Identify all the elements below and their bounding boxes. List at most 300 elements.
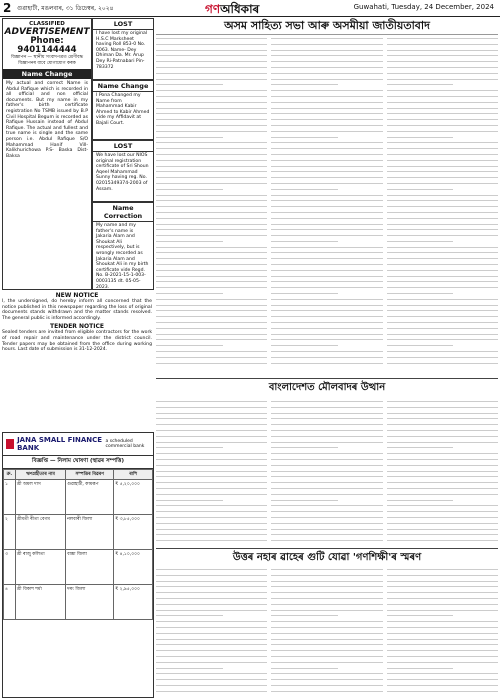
text-line: [271, 183, 382, 184]
bank-col-header: ঋণগ্ৰহীতাৰ নাম: [15, 470, 65, 480]
text-line: [156, 61, 267, 62]
text-line: [271, 569, 382, 570]
text-line: [271, 305, 382, 306]
text-line: [271, 50, 382, 51]
text-line: [387, 55, 498, 56]
text-line: [387, 418, 498, 419]
text-line: [156, 679, 267, 680]
text-line: [271, 229, 382, 230]
text-line: [387, 287, 498, 288]
text-line: [387, 482, 498, 483]
text-line: [156, 247, 267, 248]
text-line: [271, 235, 382, 236]
text-line: [156, 328, 267, 329]
text-line: [387, 142, 498, 143]
text-line: [387, 345, 454, 346]
text-line: [156, 212, 267, 213]
text-line: [387, 357, 498, 358]
text-line: [156, 494, 267, 495]
bank-subtitle: a scheduled commercial bank: [105, 439, 145, 449]
masthead-date-right: Guwahati, Tuesday, 24 December, 2024: [353, 3, 494, 11]
text-line: [156, 673, 267, 674]
text-line: [387, 436, 498, 437]
text-line: [387, 108, 498, 109]
text-line: [271, 598, 382, 599]
text-line: [271, 264, 382, 265]
table-cell: দৰং জিলা: [66, 585, 114, 620]
text-line: [271, 90, 382, 91]
text-line: [387, 424, 498, 425]
text-line: [156, 142, 267, 143]
legal-notices: [2, 290, 152, 430]
text-line: [387, 610, 498, 611]
text-line: [387, 113, 498, 114]
text-line: [387, 500, 454, 501]
text-line: [271, 38, 382, 39]
text-line: [387, 281, 498, 282]
article-column: [271, 38, 382, 374]
text-line: [156, 84, 223, 85]
text-line: [156, 592, 267, 593]
text-line: [156, 511, 267, 512]
article-bangladesh: [156, 378, 498, 549]
text-line: [271, 322, 382, 323]
text-line: [387, 592, 498, 593]
text-line: [156, 685, 267, 686]
text-line: [387, 569, 498, 570]
classified-panel: [2, 18, 92, 290]
text-line: [156, 305, 267, 306]
text-line: [387, 471, 498, 472]
article-body: [156, 401, 498, 549]
text-line: [387, 125, 498, 126]
text-line: [271, 328, 382, 329]
text-line: [156, 581, 267, 582]
text-line: [156, 90, 267, 91]
text-line: [271, 465, 382, 466]
text-line: [387, 235, 498, 236]
table-cell: ১: [4, 480, 16, 515]
text-line: [156, 401, 267, 402]
text-line: [156, 517, 267, 518]
text-line: [387, 44, 498, 45]
text-line: [156, 108, 267, 109]
legal-body-2: Sealed tenders are invited from eligible contractors for the work of road repair and maintenance under the district council. Tender papers may be obtained from the office during working hours. Last date of submission is 31-12-2024.: [2, 330, 152, 353]
text-line: [387, 673, 498, 674]
text-line: [271, 200, 382, 201]
text-line: [387, 61, 498, 62]
text-line: [271, 102, 382, 103]
text-line: [271, 137, 338, 138]
text-line: [387, 96, 498, 97]
text-line: [271, 160, 382, 161]
text-line: [271, 644, 382, 645]
text-line: [271, 281, 382, 282]
name-change-title: Name Change: [3, 69, 91, 79]
lost-text: I have lost my original H.S.C Marksheet having Roll 853-0 No. 0063. Name- Dey Dhiman Da. Mr. Arup Dey Ri-Patnabari Pin- 783372: [96, 31, 148, 70]
text-line: [387, 691, 498, 692]
text-line: [271, 310, 382, 311]
text-line: [387, 586, 498, 587]
text-line: [271, 247, 382, 248]
text-line: [156, 293, 223, 294]
text-line: [387, 171, 498, 172]
text-line: [156, 650, 267, 651]
text-line: [156, 131, 267, 132]
text-line: [156, 459, 267, 460]
text-line: [387, 241, 454, 242]
text-line: [271, 476, 382, 477]
text-line: [271, 488, 382, 489]
text-line: [156, 644, 267, 645]
text-line: [387, 604, 498, 605]
text-line: [156, 569, 267, 570]
text-line: [387, 685, 498, 686]
text-line: [271, 633, 382, 634]
text-line: [271, 61, 382, 62]
text-line: [387, 650, 498, 651]
text-line: [156, 500, 223, 501]
text-line: [156, 50, 267, 51]
text-line: [387, 206, 498, 207]
table-row: [4, 550, 153, 585]
text-line: [387, 517, 498, 518]
text-line: [387, 218, 498, 219]
name-corr-title: Name Correction: [93, 203, 153, 222]
text-line: [387, 465, 498, 466]
text-line: [271, 73, 382, 74]
legal-head-2: TENDER NOTICE: [50, 323, 104, 331]
text-line: [271, 177, 382, 178]
text-line: [271, 142, 382, 143]
text-line: [387, 247, 498, 248]
text-line: [387, 453, 498, 454]
text-line: [387, 656, 498, 657]
text-line: [387, 430, 498, 431]
text-line: [271, 621, 382, 622]
table-cell: নলবাৰী জিলা: [66, 515, 114, 550]
text-line: [387, 316, 498, 317]
text-line: [387, 575, 498, 576]
text-line: [156, 662, 267, 663]
article-column: [156, 401, 267, 549]
article-column: [156, 569, 267, 699]
text-line: [271, 662, 382, 663]
text-line: [387, 73, 498, 74]
text-line: [156, 171, 267, 172]
text-line: [271, 650, 382, 651]
text-line: [387, 154, 498, 155]
bank-logo-icon: [6, 439, 14, 449]
text-line: [156, 299, 267, 300]
text-line: [156, 281, 267, 282]
text-line: [387, 540, 498, 541]
text-line: [271, 673, 382, 674]
table-cell: ₹ ৪,১০,০০০: [114, 550, 153, 585]
text-line: [271, 482, 382, 483]
table-cell: ₹ ৩,৮৫,০০০: [114, 515, 153, 550]
article-headline: অসম সাহিত্য সভা আৰু অসমীয়া জাতীয়তাবাদ: [156, 18, 498, 35]
text-line: [271, 517, 382, 518]
text-line: [271, 293, 338, 294]
text-line: [387, 363, 498, 364]
text-line: [387, 447, 454, 448]
text-line: [271, 586, 382, 587]
text-line: [387, 488, 498, 489]
text-line: [156, 160, 267, 161]
text-line: [387, 293, 454, 294]
text-line: [271, 131, 382, 132]
text-line: [271, 418, 382, 419]
text-line: [271, 125, 382, 126]
bank-table-header: [4, 470, 153, 480]
text-line: [387, 627, 498, 628]
text-line: [156, 627, 267, 628]
text-line: [271, 299, 382, 300]
text-line: [271, 401, 382, 402]
text-line: [387, 322, 498, 323]
text-line: [387, 131, 498, 132]
text-line: [156, 67, 267, 68]
table-cell: ₹ ৫,২০,০০০: [114, 480, 153, 515]
text-line: [156, 166, 267, 167]
legal-head-1: NEW NOTICE: [55, 292, 99, 299]
text-line: [387, 299, 498, 300]
text-line: [156, 252, 267, 253]
text-line: [271, 581, 382, 582]
text-line: [156, 276, 267, 277]
text-line: [271, 540, 382, 541]
text-line: [387, 413, 498, 414]
text-line: [156, 148, 267, 149]
lost2-text: We have lost our NIOS original registration certificate of Sri Shoun Aqeel Mahammad Sunny having reg. No. 02015349374-2003 of Assam.: [96, 153, 149, 192]
text-line: [156, 258, 267, 259]
text-line: [271, 453, 382, 454]
text-line: [156, 229, 267, 230]
bank-table: [3, 469, 153, 620]
text-line: [271, 195, 382, 196]
text-line: [156, 575, 267, 576]
table-row: [4, 585, 153, 620]
text-line: [156, 540, 267, 541]
text-line: [271, 171, 382, 172]
text-line: [156, 119, 267, 120]
text-line: [156, 351, 267, 352]
text-line: [156, 604, 267, 605]
text-line: [387, 494, 498, 495]
text-line: [156, 523, 267, 524]
text-line: [156, 200, 267, 201]
text-line: [387, 258, 498, 259]
table-cell: ₹ ২,৯৫,০০০: [114, 585, 153, 620]
text-line: [387, 79, 498, 80]
text-line: [271, 351, 382, 352]
bank-col-header: ক্ৰ.: [4, 470, 16, 480]
text-line: [387, 38, 498, 39]
text-line: [156, 621, 267, 622]
text-line: [156, 529, 267, 530]
table-cell: শ্ৰীমতী ৰীতা বেগম: [15, 515, 65, 550]
text-line: [156, 125, 267, 126]
text-line: [156, 534, 267, 535]
legal-body-1: I, the undersigned, do hereby inform all concerned that the notice published in this newspaper regarding the loss of original documents stands withdrawn and the matter stands resolved. The general public is informed accordingly.: [2, 299, 152, 321]
text-line: [387, 633, 498, 634]
text-line: [387, 662, 498, 663]
text-line: [271, 656, 382, 657]
text-line: [271, 270, 382, 271]
article-headline: বাংলাদেশত মৌলবাদৰ উত্থান: [268, 382, 386, 393]
bank-notice-title: বিজ্ঞপ্তি — নিলাম ঘোষণা (স্থাৱৰ সম্পত্তি): [3, 456, 153, 469]
article-column: [387, 401, 498, 549]
text-line: [156, 287, 267, 288]
text-line: [271, 691, 382, 692]
text-line: [156, 447, 223, 448]
text-line: [271, 627, 382, 628]
text-line: [156, 154, 267, 155]
text-line: [156, 633, 267, 634]
text-line: [271, 189, 338, 190]
bank-header: [3, 433, 153, 456]
text-line: [387, 229, 498, 230]
text-line: [271, 430, 382, 431]
text-line: [271, 154, 382, 155]
text-line: [156, 363, 267, 364]
text-line: [156, 102, 267, 103]
text-line: [387, 189, 454, 190]
article-body: [156, 38, 498, 374]
text-line: [156, 418, 267, 419]
article-column: [387, 38, 498, 374]
table-cell: ২: [4, 515, 16, 550]
text-line: [271, 363, 382, 364]
name-change-text: My actual and correct Name is Abdul Rafique which is recorded in all official and non official documents. But my name in my father's birth certificate registration No TSMB issued by B.P Civil Hospital Begum is recorded as Rafique Hussain instead of Abdul Rafique. The actual and fullest and true name is single and the same person i.e. Abdul Rafique S/O Mahammad Hanif Vill- Kalikhurichowa P.S- Baska Dist- Baksa: [6, 81, 88, 159]
text-line: [271, 166, 382, 167]
article-sahitya-sabha: [156, 18, 498, 374]
text-line: [271, 212, 382, 213]
name-change-notice-2: [92, 80, 154, 140]
text-line: [156, 424, 267, 425]
text-line: [387, 644, 498, 645]
text-line: [387, 351, 498, 352]
table-cell: গুৱাহাটী, কামৰূপ: [66, 480, 114, 515]
text-line: [271, 258, 382, 259]
text-line: [387, 523, 498, 524]
text-line: [271, 287, 382, 288]
text-line: [271, 534, 382, 535]
text-line: [271, 668, 338, 669]
text-line: [387, 264, 498, 265]
text-line: [271, 500, 338, 501]
text-line: [156, 334, 267, 335]
text-line: [156, 224, 267, 225]
text-line: [387, 639, 498, 640]
text-line: [271, 55, 382, 56]
text-line: [387, 84, 454, 85]
lost-title: LOST: [93, 19, 153, 30]
text-line: [271, 113, 382, 114]
lost-notice-2: [92, 140, 154, 202]
text-line: [387, 339, 498, 340]
text-line: [156, 183, 267, 184]
text-line: [156, 345, 223, 346]
text-line: [271, 615, 338, 616]
text-line: [387, 252, 498, 253]
text-line: [387, 511, 498, 512]
text-line: [387, 195, 498, 196]
text-line: [271, 436, 382, 437]
text-line: [271, 447, 338, 448]
text-line: [387, 328, 498, 329]
text-line: [271, 575, 382, 576]
text-line: [387, 529, 498, 530]
lost-notice: [92, 18, 154, 80]
name-change2-text: I Pona Changed my Name from Mahammad Kabir Ahmed to Kabir Ahmed vide my Affidavit at Bajali Court.: [96, 93, 150, 126]
masthead-date-left: গুৱাহাটী, মঙলবাৰ, ৩১ ডিচেম্বৰ, ২০২৪: [17, 4, 114, 12]
text-line: [271, 241, 338, 242]
text-line: [271, 316, 382, 317]
text-line: [156, 465, 267, 466]
text-line: [387, 598, 498, 599]
bank-name: JANA SMALL FINANCE BANK: [17, 436, 103, 452]
text-line: [271, 511, 382, 512]
text-line: [271, 523, 382, 524]
text-line: [387, 148, 498, 149]
text-line: [271, 471, 382, 472]
table-cell: ৩: [4, 550, 16, 585]
text-line: [156, 177, 267, 178]
text-line: [156, 264, 267, 265]
name-change2-title: Name Change: [93, 81, 153, 92]
article-column: [156, 38, 267, 374]
text-line: [156, 639, 267, 640]
bank-auction-notice: [2, 432, 154, 698]
text-line: [271, 424, 382, 425]
text-line: [387, 160, 498, 161]
text-line: [387, 183, 498, 184]
text-line: [271, 407, 382, 408]
text-line: [387, 581, 498, 582]
text-line: [387, 505, 498, 506]
text-line: [387, 442, 498, 443]
text-line: [271, 276, 382, 277]
classified-title: ADVERTISEMENT: [4, 27, 90, 37]
text-line: [156, 407, 267, 408]
text-line: [387, 476, 498, 477]
text-line: [271, 442, 382, 443]
newspaper-logo: গণঅধিকাৰ: [205, 2, 260, 16]
text-line: [156, 310, 267, 311]
text-line: [271, 685, 382, 686]
masthead: [0, 0, 500, 17]
text-line: [156, 442, 267, 443]
text-line: [156, 79, 267, 80]
text-line: [156, 691, 267, 692]
text-line: [156, 137, 223, 138]
text-line: [387, 90, 498, 91]
text-line: [271, 224, 382, 225]
article-column: [271, 569, 382, 699]
text-line: [156, 195, 267, 196]
text-line: [271, 592, 382, 593]
text-line: [156, 316, 267, 317]
text-line: [156, 488, 267, 489]
text-line: [387, 224, 498, 225]
text-line: [156, 476, 267, 477]
text-line: [387, 668, 454, 669]
text-line: [156, 505, 267, 506]
text-line: [387, 615, 454, 616]
article-headline: উত্তৰ নহাৰ ৱাহেৰ গুটি যোৱা 'গণশিক্ষী'ৰ স্মৰণ: [232, 552, 422, 563]
